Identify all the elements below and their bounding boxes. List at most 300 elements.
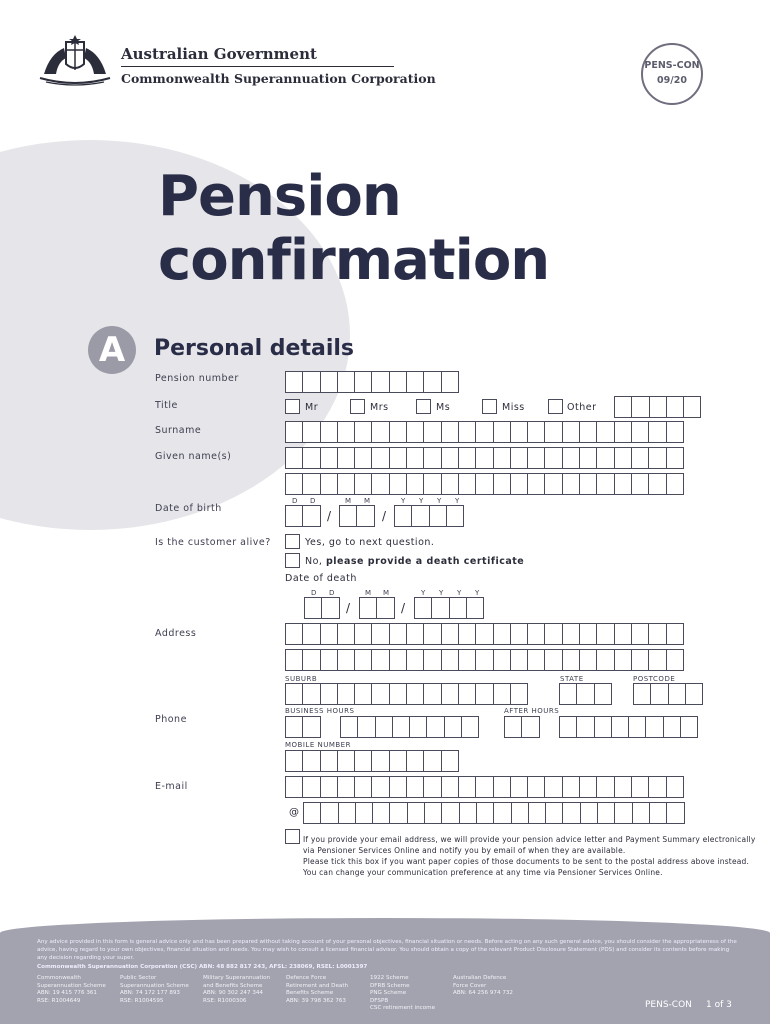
char-box[interactable] — [285, 683, 303, 705]
title-line-1: Pension — [158, 164, 401, 229]
char-box[interactable] — [337, 371, 355, 393]
char-box[interactable] — [354, 683, 372, 705]
char-box[interactable] — [562, 447, 580, 469]
char-box[interactable] — [302, 776, 320, 798]
char-box[interactable] — [441, 776, 459, 798]
char-box[interactable] — [614, 802, 632, 824]
char-box[interactable] — [407, 802, 425, 824]
char-box[interactable] — [302, 623, 320, 645]
char-box[interactable] — [302, 750, 320, 772]
char-box[interactable] — [320, 421, 338, 443]
char-box[interactable] — [631, 421, 649, 443]
char-box[interactable] — [493, 421, 511, 443]
char-box[interactable] — [544, 447, 562, 469]
char-box[interactable] — [354, 649, 372, 671]
char-box[interactable] — [666, 421, 684, 443]
char-box[interactable] — [510, 623, 528, 645]
char-box[interactable] — [441, 447, 459, 469]
char-box[interactable] — [424, 802, 442, 824]
char-box[interactable] — [458, 473, 476, 495]
char-box[interactable] — [441, 649, 459, 671]
char-box[interactable] — [649, 396, 667, 418]
char-box[interactable] — [337, 750, 355, 772]
footer-col-dfrdb — [286, 975, 368, 1005]
char-box[interactable] — [446, 505, 464, 527]
char-box[interactable] — [444, 716, 462, 738]
char-box[interactable] — [475, 776, 493, 798]
char-box[interactable] — [354, 421, 372, 443]
char-box[interactable] — [423, 371, 441, 393]
postcode-input[interactable] — [633, 683, 702, 705]
char-box[interactable] — [596, 776, 614, 798]
char-box[interactable] — [458, 447, 476, 469]
char-box[interactable] — [302, 473, 320, 495]
char-box[interactable] — [562, 623, 580, 645]
char-box[interactable] — [579, 421, 597, 443]
mobile-input[interactable] — [285, 750, 458, 772]
char-box[interactable] — [562, 802, 580, 824]
char-box[interactable] — [321, 597, 339, 619]
char-box[interactable] — [394, 505, 412, 527]
char-box[interactable] — [441, 473, 459, 495]
char-box[interactable] — [285, 473, 303, 495]
char-box[interactable] — [406, 750, 424, 772]
char-box[interactable] — [458, 776, 476, 798]
after-number-input[interactable] — [559, 716, 697, 738]
surname-input[interactable] — [285, 421, 683, 443]
char-box[interactable] — [476, 802, 494, 824]
char-box[interactable] — [337, 776, 355, 798]
dob-month-input[interactable] — [339, 505, 374, 527]
char-box[interactable] — [320, 473, 338, 495]
char-box[interactable] — [648, 473, 666, 495]
char-box[interactable] — [559, 683, 577, 705]
char-box[interactable] — [320, 776, 338, 798]
char-box[interactable] — [683, 396, 701, 418]
char-box[interactable] — [648, 776, 666, 798]
char-box[interactable] — [527, 649, 545, 671]
char-box[interactable] — [544, 649, 562, 671]
char-box[interactable] — [354, 473, 372, 495]
char-box[interactable] — [285, 421, 303, 443]
business-area-input[interactable] — [285, 716, 320, 738]
char-box[interactable] — [511, 802, 529, 824]
title-mr-label: Mr — [305, 402, 319, 413]
char-box[interactable] — [458, 623, 476, 645]
char-box[interactable] — [493, 473, 511, 495]
char-box[interactable] — [475, 649, 493, 671]
state-input[interactable] — [559, 683, 611, 705]
title-ms-checkbox[interactable] — [416, 399, 431, 414]
char-box[interactable] — [666, 802, 684, 824]
alive-no-label — [305, 556, 524, 567]
char-box[interactable] — [338, 802, 356, 824]
char-box[interactable] — [441, 623, 459, 645]
char-box[interactable] — [510, 776, 528, 798]
char-box[interactable] — [337, 473, 355, 495]
title-miss-checkbox[interactable] — [482, 399, 497, 414]
char-box[interactable] — [544, 623, 562, 645]
char-box[interactable] — [666, 649, 684, 671]
char-box[interactable] — [475, 623, 493, 645]
email-input-2[interactable] — [303, 802, 684, 824]
footer-col-line: CSC retirement income — [370, 1005, 436, 1011]
dod-day-input[interactable] — [304, 597, 339, 619]
char-box[interactable] — [510, 683, 528, 705]
char-box[interactable] — [375, 716, 393, 738]
char-box[interactable] — [648, 421, 666, 443]
char-box[interactable] — [475, 473, 493, 495]
char-box[interactable] — [614, 623, 632, 645]
char-box[interactable] — [285, 750, 303, 772]
char-box[interactable] — [504, 716, 522, 738]
char-box[interactable] — [406, 447, 424, 469]
char-box[interactable] — [441, 421, 459, 443]
footer-col-line: ABN: 39 798 362 763 — [286, 997, 346, 1004]
char-box[interactable] — [521, 716, 539, 738]
char-box[interactable] — [685, 683, 703, 705]
char-box[interactable] — [596, 447, 614, 469]
char-box[interactable] — [389, 750, 407, 772]
char-box[interactable] — [357, 716, 375, 738]
char-box[interactable] — [302, 716, 320, 738]
char-box[interactable] — [302, 447, 320, 469]
pension-number-input[interactable] — [285, 371, 458, 393]
char-box[interactable] — [596, 473, 614, 495]
char-box[interactable] — [614, 447, 632, 469]
char-box[interactable] — [579, 623, 597, 645]
char-box[interactable] — [302, 505, 320, 527]
char-box[interactable] — [406, 623, 424, 645]
char-box[interactable] — [354, 371, 372, 393]
char-box[interactable] — [441, 802, 459, 824]
char-box[interactable] — [359, 597, 377, 619]
char-box[interactable] — [302, 371, 320, 393]
char-box[interactable] — [493, 683, 511, 705]
char-box[interactable] — [371, 421, 389, 443]
char-box[interactable] — [423, 776, 441, 798]
dod-year-input[interactable] — [414, 597, 483, 619]
char-box[interactable] — [423, 683, 441, 705]
char-box[interactable] — [510, 473, 528, 495]
footer-col-line: Defence Force — [286, 975, 327, 981]
given-names-input-2[interactable] — [285, 473, 683, 495]
char-box[interactable] — [406, 421, 424, 443]
dod-month-input[interactable] — [359, 597, 394, 619]
char-box[interactable] — [371, 776, 389, 798]
char-box[interactable] — [339, 505, 357, 527]
char-box[interactable] — [527, 447, 545, 469]
char-box[interactable] — [648, 623, 666, 645]
char-box[interactable] — [320, 447, 338, 469]
char-box[interactable] — [562, 776, 580, 798]
char-box[interactable] — [429, 505, 447, 527]
dob-year-input[interactable] — [394, 505, 463, 527]
surname-label: Surname — [155, 425, 202, 436]
char-box[interactable] — [337, 649, 355, 671]
char-box[interactable] — [371, 683, 389, 705]
char-box[interactable] — [458, 649, 476, 671]
char-box[interactable] — [320, 750, 338, 772]
char-box[interactable] — [320, 623, 338, 645]
address-input-2[interactable] — [285, 649, 683, 671]
char-box[interactable] — [371, 649, 389, 671]
char-box[interactable] — [355, 802, 373, 824]
char-box[interactable] — [406, 683, 424, 705]
char-box[interactable] — [459, 802, 477, 824]
char-box[interactable] — [376, 597, 394, 619]
char-box[interactable] — [528, 802, 546, 824]
dob-hint-d1: D — [292, 497, 298, 505]
dob-hint-m2: M — [364, 497, 371, 505]
email-input-1[interactable] — [285, 776, 683, 798]
footer-col-line: Commonwealth — [37, 975, 81, 981]
char-box[interactable] — [628, 716, 646, 738]
char-box[interactable] — [406, 776, 424, 798]
char-box[interactable] — [320, 371, 338, 393]
title-mr-checkbox[interactable] — [285, 399, 300, 414]
char-box[interactable] — [441, 371, 459, 393]
char-box[interactable] — [449, 597, 467, 619]
char-box[interactable] — [493, 447, 511, 469]
char-box[interactable] — [527, 421, 545, 443]
char-box[interactable] — [614, 776, 632, 798]
header-divider — [121, 66, 394, 67]
char-box[interactable] — [285, 623, 303, 645]
char-box[interactable] — [372, 802, 390, 824]
char-box[interactable] — [576, 683, 594, 705]
char-box[interactable] — [579, 776, 597, 798]
char-box[interactable] — [389, 447, 407, 469]
alive-yes-checkbox[interactable] — [285, 534, 300, 549]
char-box[interactable] — [303, 802, 321, 824]
dod-separator-1: / — [346, 601, 351, 615]
char-box[interactable] — [527, 776, 545, 798]
char-box[interactable] — [337, 447, 355, 469]
char-box[interactable] — [649, 802, 667, 824]
char-box[interactable] — [337, 623, 355, 645]
after-area-input[interactable] — [504, 716, 539, 738]
char-box[interactable] — [663, 716, 681, 738]
char-box[interactable] — [596, 421, 614, 443]
suburb-input[interactable] — [285, 683, 527, 705]
char-box[interactable] — [650, 683, 668, 705]
char-box[interactable] — [597, 802, 615, 824]
char-box[interactable] — [285, 447, 303, 469]
char-box[interactable] — [389, 683, 407, 705]
char-box[interactable] — [320, 649, 338, 671]
char-box[interactable] — [493, 623, 511, 645]
char-box[interactable] — [666, 776, 684, 798]
char-box[interactable] — [666, 623, 684, 645]
char-box[interactable] — [631, 776, 649, 798]
alive-no-checkbox[interactable] — [285, 553, 300, 568]
char-box[interactable] — [356, 505, 374, 527]
char-box[interactable] — [631, 447, 649, 469]
char-box[interactable] — [389, 802, 407, 824]
char-box[interactable] — [510, 447, 528, 469]
char-box[interactable] — [389, 371, 407, 393]
char-box[interactable] — [423, 421, 441, 443]
char-box[interactable] — [371, 371, 389, 393]
char-box[interactable] — [389, 473, 407, 495]
char-box[interactable] — [371, 623, 389, 645]
char-box[interactable] — [562, 649, 580, 671]
char-box[interactable] — [580, 802, 598, 824]
char-box[interactable] — [285, 371, 303, 393]
char-box[interactable] — [475, 421, 493, 443]
char-box[interactable] — [423, 750, 441, 772]
char-box[interactable] — [579, 447, 597, 469]
title-mrs-checkbox[interactable] — [350, 399, 365, 414]
char-box[interactable] — [320, 802, 338, 824]
char-box[interactable] — [579, 473, 597, 495]
footer-col-line: Force Cover — [453, 982, 487, 989]
char-box[interactable] — [576, 716, 594, 738]
char-box[interactable] — [389, 776, 407, 798]
footer-col-adf — [453, 975, 535, 998]
char-box[interactable] — [458, 421, 476, 443]
char-box[interactable] — [411, 505, 429, 527]
char-box[interactable] — [545, 802, 563, 824]
after-hours-label: AFTER HOURS — [504, 707, 560, 715]
char-box[interactable] — [441, 750, 459, 772]
char-box[interactable] — [406, 371, 424, 393]
char-box[interactable] — [544, 473, 562, 495]
char-box[interactable] — [562, 421, 580, 443]
business-number-input[interactable] — [340, 716, 478, 738]
char-box[interactable] — [371, 473, 389, 495]
char-box[interactable] — [633, 683, 651, 705]
char-box[interactable] — [304, 597, 322, 619]
char-box[interactable] — [562, 473, 580, 495]
char-box[interactable] — [285, 776, 303, 798]
char-box[interactable] — [527, 473, 545, 495]
char-box[interactable] — [285, 716, 303, 738]
char-box[interactable] — [510, 421, 528, 443]
csc-line: Commonwealth Superannuation Corporation (CSC) ABN: 48 882 817 243, AFSL: 238069, RSEL: L0001397 — [37, 964, 368, 970]
char-box[interactable] — [631, 623, 649, 645]
char-box[interactable] — [475, 683, 493, 705]
char-box[interactable] — [354, 447, 372, 469]
char-box[interactable] — [423, 649, 441, 671]
char-box[interactable] — [614, 649, 632, 671]
char-box[interactable] — [389, 649, 407, 671]
char-box[interactable] — [668, 683, 686, 705]
title-other-checkbox[interactable] — [548, 399, 563, 414]
email-note-3: Please tick this box if you want paper copies of those documents to be sent to the postal address above instead. — [303, 857, 750, 866]
char-box[interactable] — [414, 597, 432, 619]
char-box[interactable] — [302, 683, 320, 705]
alive-label: Is the customer alive? — [155, 537, 271, 548]
char-box[interactable] — [596, 623, 614, 645]
char-box[interactable] — [632, 802, 650, 824]
char-box[interactable] — [466, 597, 484, 619]
char-box[interactable] — [302, 421, 320, 443]
char-box[interactable] — [510, 649, 528, 671]
section-title: Personal details — [154, 336, 355, 361]
char-box[interactable] — [337, 421, 355, 443]
address-input-1[interactable] — [285, 623, 683, 645]
char-box[interactable] — [409, 716, 427, 738]
char-box[interactable] — [389, 623, 407, 645]
char-box[interactable] — [354, 750, 372, 772]
char-box[interactable] — [611, 716, 629, 738]
char-box[interactable] — [596, 649, 614, 671]
char-box[interactable] — [458, 683, 476, 705]
footer-col-line: ABN: 90 302 247 344 — [203, 990, 263, 996]
char-box[interactable] — [423, 473, 441, 495]
dod-hint-y2: Y — [439, 589, 444, 597]
paper-copies-checkbox[interactable] — [285, 829, 300, 844]
char-box[interactable] — [594, 716, 612, 738]
char-box[interactable] — [340, 716, 358, 738]
char-box[interactable] — [648, 447, 666, 469]
char-box[interactable] — [614, 421, 632, 443]
char-box[interactable] — [389, 421, 407, 443]
char-box[interactable] — [493, 776, 511, 798]
char-box[interactable] — [423, 623, 441, 645]
char-box[interactable] — [354, 623, 372, 645]
char-box[interactable] — [371, 750, 389, 772]
email-note-2: via Pensioner Services Online and notify you by email of when they are available. — [303, 846, 626, 855]
title-other-input[interactable] — [614, 396, 700, 418]
char-box[interactable] — [594, 683, 612, 705]
char-box[interactable] — [461, 716, 479, 738]
char-box[interactable] — [441, 683, 459, 705]
state-label: STATE — [560, 675, 584, 683]
gov-title: Australian Government — [121, 45, 317, 63]
char-box[interactable] — [392, 716, 410, 738]
given-names-input-1[interactable] — [285, 447, 683, 469]
char-box[interactable] — [426, 716, 444, 738]
char-box[interactable] — [631, 649, 649, 671]
char-box[interactable] — [406, 649, 424, 671]
char-box[interactable] — [579, 649, 597, 671]
business-hours-label: BUSINESS HOURS — [285, 707, 355, 715]
char-box[interactable] — [680, 716, 698, 738]
char-box[interactable] — [285, 649, 303, 671]
char-box[interactable] — [302, 649, 320, 671]
char-box[interactable] — [614, 396, 632, 418]
char-box[interactable] — [493, 802, 511, 824]
char-box[interactable] — [406, 473, 424, 495]
char-box[interactable] — [666, 447, 684, 469]
dob-day-input[interactable] — [285, 505, 320, 527]
char-box[interactable] — [320, 683, 338, 705]
char-box[interactable] — [285, 505, 303, 527]
char-box[interactable] — [631, 473, 649, 495]
char-box[interactable] — [559, 716, 577, 738]
char-box[interactable] — [337, 683, 355, 705]
char-box[interactable] — [544, 421, 562, 443]
char-box[interactable] — [666, 396, 684, 418]
char-box[interactable] — [423, 447, 441, 469]
char-box[interactable] — [371, 447, 389, 469]
char-box[interactable] — [493, 649, 511, 671]
dob-label: Date of birth — [155, 503, 222, 514]
char-box[interactable] — [666, 473, 684, 495]
char-box[interactable] — [475, 447, 493, 469]
char-box[interactable] — [645, 716, 663, 738]
char-box[interactable] — [354, 776, 372, 798]
char-box[interactable] — [631, 396, 649, 418]
char-box[interactable] — [544, 776, 562, 798]
char-box[interactable] — [648, 649, 666, 671]
char-box[interactable] — [614, 473, 632, 495]
char-box[interactable] — [527, 623, 545, 645]
char-box[interactable] — [431, 597, 449, 619]
